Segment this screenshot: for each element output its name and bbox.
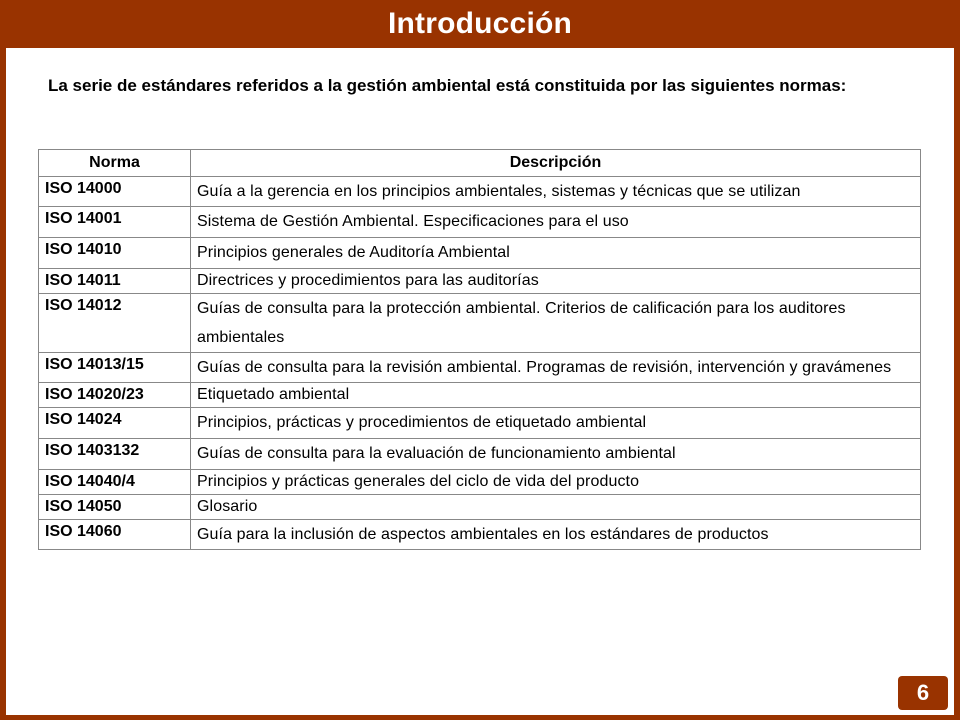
- table-row: [39, 238, 921, 269]
- table-row: [39, 294, 921, 353]
- row-description: Guías de consulta para la evaluación de funcionamiento ambiental: [191, 439, 921, 470]
- row-code: ISO 14011: [39, 269, 191, 294]
- row-code: ISO 14010: [39, 238, 191, 269]
- table-row: [39, 207, 921, 238]
- row-description: Sistema de Gestión Ambiental. Especificaciones para el uso: [191, 207, 921, 238]
- row-description: Principios, prácticas y procedimientos de etiquetado ambiental: [191, 408, 921, 439]
- row-code: ISO 14012: [39, 294, 191, 353]
- header-norma: Norma: [39, 150, 191, 177]
- table-row: [39, 439, 921, 470]
- table-row: [39, 177, 921, 207]
- table-header-row: [39, 150, 921, 177]
- row-code: ISO 14040/4: [39, 470, 191, 495]
- row-code: ISO 14020/23: [39, 383, 191, 408]
- table-row: [39, 353, 921, 383]
- page-number-badge: 6: [898, 676, 948, 710]
- row-code: ISO 14001: [39, 207, 191, 238]
- row-code: ISO 14024: [39, 408, 191, 439]
- table-row: [39, 269, 921, 294]
- row-description: Etiquetado ambiental: [191, 383, 921, 408]
- row-description: Guías de consulta para la protección ambiental. Criterios de calificación para los auditores ambientales: [191, 294, 921, 353]
- row-description: Guías de consulta para la revisión ambiental. Programas de revisión, intervención y gravámenes: [191, 353, 921, 383]
- table-row: [39, 408, 921, 439]
- table-row: [39, 383, 921, 408]
- intro-text: La serie de estándares referidos a la gestión ambiental está constituida por las siguientes normas:: [48, 76, 847, 95]
- row-code: ISO 14050: [39, 495, 191, 520]
- row-code: ISO 1403132: [39, 439, 191, 470]
- row-code: ISO 14013/15: [39, 353, 191, 383]
- row-description: Principios y prácticas generales del ciclo de vida del producto: [191, 470, 921, 495]
- norms-table: [38, 149, 921, 550]
- row-description: Directrices y procedimientos para las auditorías: [191, 269, 921, 294]
- table-row: [39, 495, 921, 520]
- row-description: Guía a la gerencia en los principios ambientales, sistemas y técnicas que se utilizan: [191, 177, 921, 207]
- row-description: Glosario: [191, 495, 921, 520]
- row-description: Principios generales de Auditoría Ambiental: [191, 238, 921, 269]
- row-code: ISO 14000: [39, 177, 191, 207]
- table-row: [39, 470, 921, 495]
- row-description: Guía para la inclusión de aspectos ambientales en los estándares de productos: [191, 520, 921, 550]
- header-descripcion: Descripción: [191, 150, 921, 177]
- row-code: ISO 14060: [39, 520, 191, 550]
- slide-title: Introducción: [387, 7, 573, 40]
- title-bar: [0, 0, 960, 48]
- table-row: [39, 520, 921, 550]
